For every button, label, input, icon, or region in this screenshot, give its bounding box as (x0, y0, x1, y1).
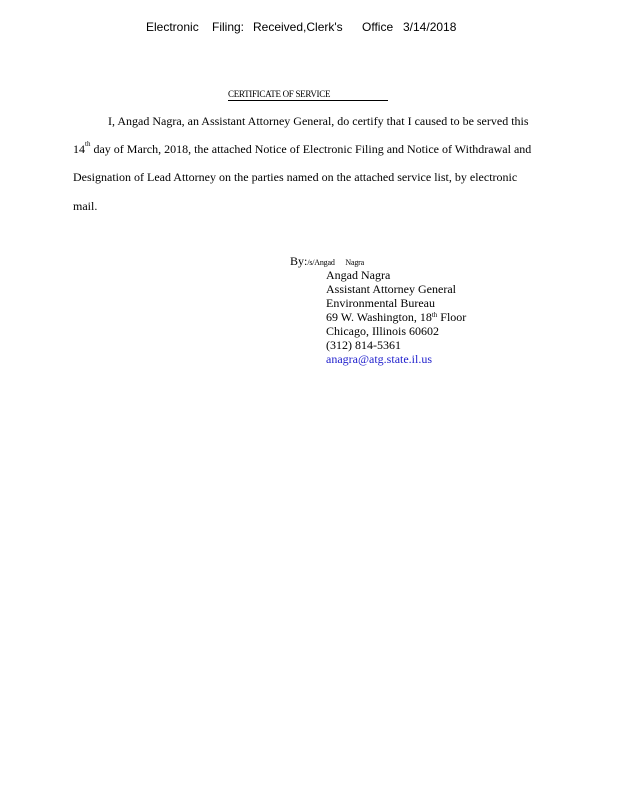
signer-phone: (312) 814-5361 (326, 338, 401, 352)
signer-title: Assistant Attorney General (326, 282, 456, 296)
by-label: By: (290, 254, 308, 268)
certificate-title: CERTIFICATE OF SERVICE (228, 89, 388, 101)
street-text: 69 W. Washington, 18 (326, 310, 432, 324)
signer-city: Chicago, Illinois 60602 (326, 324, 439, 338)
signer-street-address (326, 310, 466, 324)
body-line-4: mail. (73, 199, 98, 213)
signer-email-link[interactable]: anagra@atg.state.il.us (326, 352, 433, 366)
signer-bureau: Environmental Bureau (326, 296, 435, 310)
service-day: 14 (73, 142, 85, 156)
signer-name: Angad Nagra (326, 268, 391, 282)
signature-line (290, 254, 364, 269)
day-ordinal: th (85, 140, 91, 148)
body-line-1: I, Angad Nagra, an Assistant Attorney General, do certify that I caused to be served this (108, 114, 529, 128)
signature-block (326, 268, 466, 366)
body-line-2 (73, 142, 531, 157)
electronic-signature: /s/Angad Nagra (307, 258, 364, 267)
stamp-word-received: Received,Clerk's (253, 20, 343, 34)
body-line-2-rest: day of March, 2018, the attached Notice of Electronic Filing and Notice of Withdrawal and (90, 142, 532, 156)
floor-text: Floor (437, 310, 467, 324)
stamp-date: 3/14/2018 (403, 20, 457, 34)
floor-ordinal: th (431, 311, 438, 319)
body-line-3: Designation of Lead Attorney on the parties named on the attached service list, by electronic (73, 170, 518, 184)
stamp-word-filing: Filing: (212, 20, 245, 34)
stamp-word-office: Office (362, 20, 394, 34)
stamp-word-electronic: Electronic (146, 20, 199, 34)
